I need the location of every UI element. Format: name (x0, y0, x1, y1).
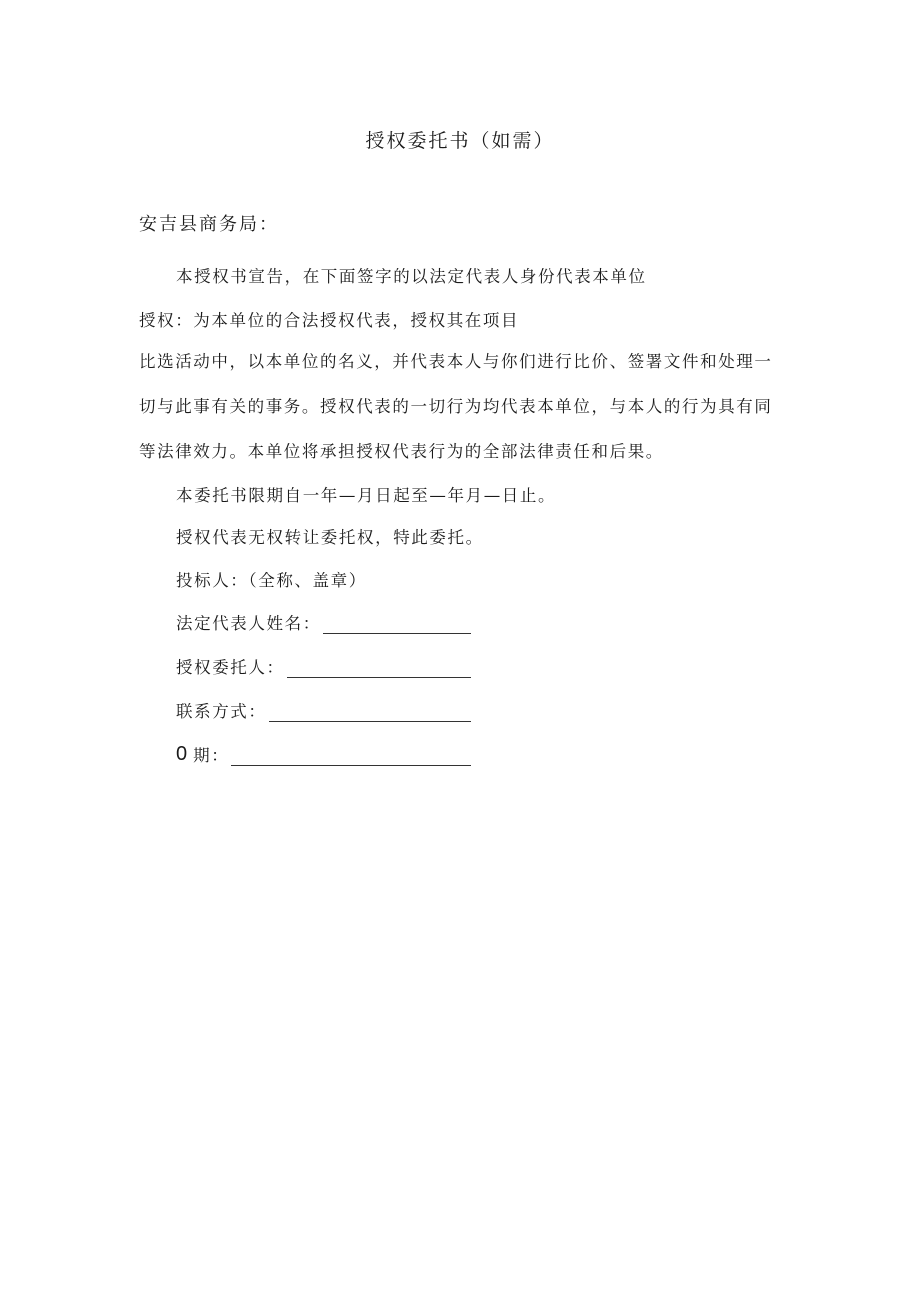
authorized-person-blank[interactable] (287, 661, 471, 678)
paragraph-line-1: 本授权书宣告，在下面签字的以法定代表人身份代表本单位 (176, 267, 647, 286)
contact-label: 联系方式： (176, 702, 267, 721)
legal-rep-label: 法定代表人姓名： (176, 614, 321, 633)
paragraph-line-3: 比选活动中，以本单位的名义，并代表本人与你们进行比价、签署文件和处理一 (139, 352, 773, 371)
paragraph-line-5: 等法律效力。本单位将承担授权代表行为的全部法律责任和后果。 (139, 442, 664, 461)
paragraph-line-4: 切与此事有关的事务。授权代表的一切行为均代表本单位，与本人的行为具有同 (139, 397, 773, 416)
paragraph-line-2: 授权：为本单位的合法授权代表，授权其在项目 (139, 311, 520, 330)
date-field[interactable] (176, 742, 471, 766)
addressee: 安吉县商务局： (139, 214, 279, 235)
date-prefix: 0 (176, 743, 188, 765)
date-label: 期： (193, 746, 230, 765)
legal-rep-blank[interactable] (323, 617, 471, 634)
authorized-person-field[interactable] (176, 654, 471, 678)
bidder-label: 投标人：（全称、盖章） (176, 571, 367, 590)
no-transfer-clause: 授权代表无权转让委托权，特此委托。 (176, 528, 484, 547)
document-title: 授权委托书（如需） (365, 130, 555, 152)
legal-rep-field[interactable] (176, 610, 471, 634)
authorized-person-label: 授权委托人： (176, 658, 285, 677)
contact-blank[interactable] (269, 705, 471, 722)
validity-period: 本委托书限期自一年—月日起至—年月—日止。 (176, 486, 557, 505)
date-blank[interactable] (231, 749, 471, 766)
contact-field[interactable] (176, 698, 471, 722)
